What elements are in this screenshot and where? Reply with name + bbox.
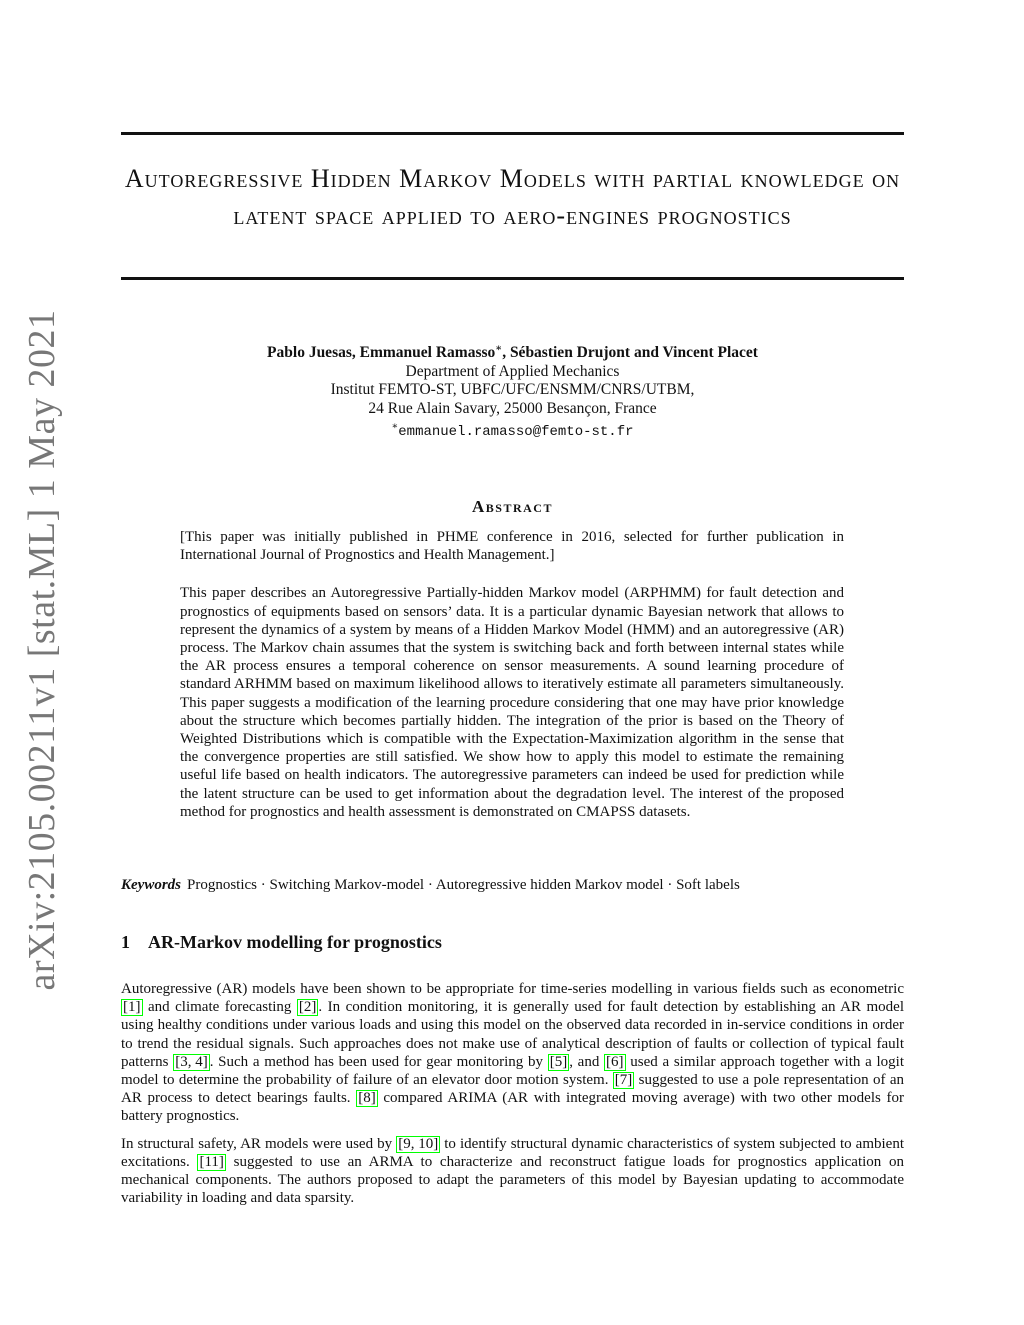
citation-link[interactable]: [9, 10] [398,1135,439,1152]
author-names-part-1: Pablo Juesas, Emmanuel Ramasso [267,344,496,362]
corresponding-author-mark: ∗ [495,343,503,354]
section-heading [121,932,442,953]
title-top-rule [121,132,904,135]
abstract-body [180,528,844,841]
citation-link[interactable]: [2] [298,999,317,1016]
citation-link[interactable]: [5] [549,1053,568,1070]
keywords-text: Prognostics · Switching Markov-model · Autoregressive hidden Markov model · Soft labels [187,877,740,893]
para1-text: used a similar approach together with a logit model to determine the probability of failure of an elevator door motion system. [121,1053,904,1089]
para2-text: to identify structural dynamic characteristics of system subjected to ambient excitations. [121,1135,904,1170]
para1-text: . In condition monitoring, it is generally used for fault detection by establishing an AR model using healthy conditions under various loads and using this model on the observed data recorded in in-service conditions in order to trend the residual signals. Such approaches does not make use of analytical description of faults or collection of typical fault patterns [121,999,905,1070]
para1-text: , and [569,1053,605,1070]
author-address: 24 Rue Alain Savary, 25000 Besançon, France [368,399,657,417]
section-title: AR-Markov modelling for prognostics [148,932,442,952]
citation-link[interactable]: [1] [123,999,141,1016]
para1-text: suggested to use a pole representation of an AR process to detect bearings faults. [121,1072,904,1107]
arxiv-stamp-text: arXiv:2105.00211v1 [stat.ML] 1 May 2021 [21,309,63,991]
author-department: Department of Applied Mechanics [405,362,620,380]
citation-link[interactable]: [7] [614,1072,633,1089]
author-block [121,340,904,442]
para1-text: . Such a method has been used for gear monitoring by [209,1053,548,1070]
section-number: 1 [121,932,130,952]
keywords-label: Keywords [121,877,181,893]
abstract-heading: Abstract [472,497,553,516]
para1-text: compared ARIMA (AR with integrated moving average) with two other models for battery prognostics. [121,1090,904,1125]
citation-link[interactable]: [3, 4] [175,1053,208,1070]
title-bottom-rule [121,277,904,280]
paragraph-2 [121,1135,904,1208]
para2-text: In structural safety, AR models were used by [121,1135,397,1152]
email-mark: ∗ [391,421,399,433]
abstract-note: [This paper was initially published in PHME conference in 2016, selected for further publication in International Journal of Prognostics and Health Management.] [180,529,844,564]
para1-text: and climate forecasting [142,999,297,1016]
paper-title: Autoregressive Hidden Markov Models with partial knowledge on latent space applied to aero-engines prognostics [124,164,901,230]
para1-text: Autoregressive (AR) models have been shown to be appropriate for time-series modelling in various fields such as econometric [121,981,904,997]
author-email-line [121,418,904,442]
paragraph-1 [121,980,904,1126]
citation-link[interactable]: [6] [606,1053,624,1070]
author-institute: Institut FEMTO-ST, UBFC/UFC/ENSMM/CNRS/UTBM, [330,381,695,399]
author-names-part-2: , Sébastien Drujont and Vincent Placet [502,344,758,362]
para2-text: suggested to use an ARMA to characterize and reconstruct fatigue loads for prognostics application on mechanical components. The authors proposed to adapt the parameters of this model by Bayesian updating to accommodate variability in loading and data sparsity. [121,1153,904,1207]
keywords-line [121,876,904,894]
section-body [121,980,904,1216]
author-names [121,340,904,363]
author-email: emmanuel.ramasso@femto-st.fr [398,424,634,441]
abstract-text: This paper describes an Autoregressive Partially-hidden Markov model (ARPHMM) for fault detection and prognostics of equipments based on sensors’ data. It is a particular dynamic Bayesian network that allows to represent the dynamics of a system by means of a Hidden Markov Model (HMM) and an autoregressive (AR) process. The Markov chain assumes that the system is switching back and forth between internal states while the AR process ensures a temporal coherence on sensor measurements. A sound learning procedure of standard ARHMM based on maximum likelihood allows to iteratively estimate all parameters simultaneously. This paper suggests a modification of the learning procedure considering that one may have prior knowledge about the structure which becomes partially hidden. The integration of the prior is based on the Theory of Weighted Distributions which is compatible with the Expectation-Maximization algorithm in the sense that the convergence properties are still satisfied. We show how to apply this model to estimate the remaining useful life based on health indicators. The autoregressive parameters can indeed be used for prediction while the latent structure can be used to get information about the degradation level. The interest of the proposed method for prognostics and health assessment is demonstrated on CMAPSS datasets. [180,585,844,820]
citation-link[interactable]: [8] [358,1090,376,1107]
citation-link[interactable]: [11] [199,1153,224,1170]
